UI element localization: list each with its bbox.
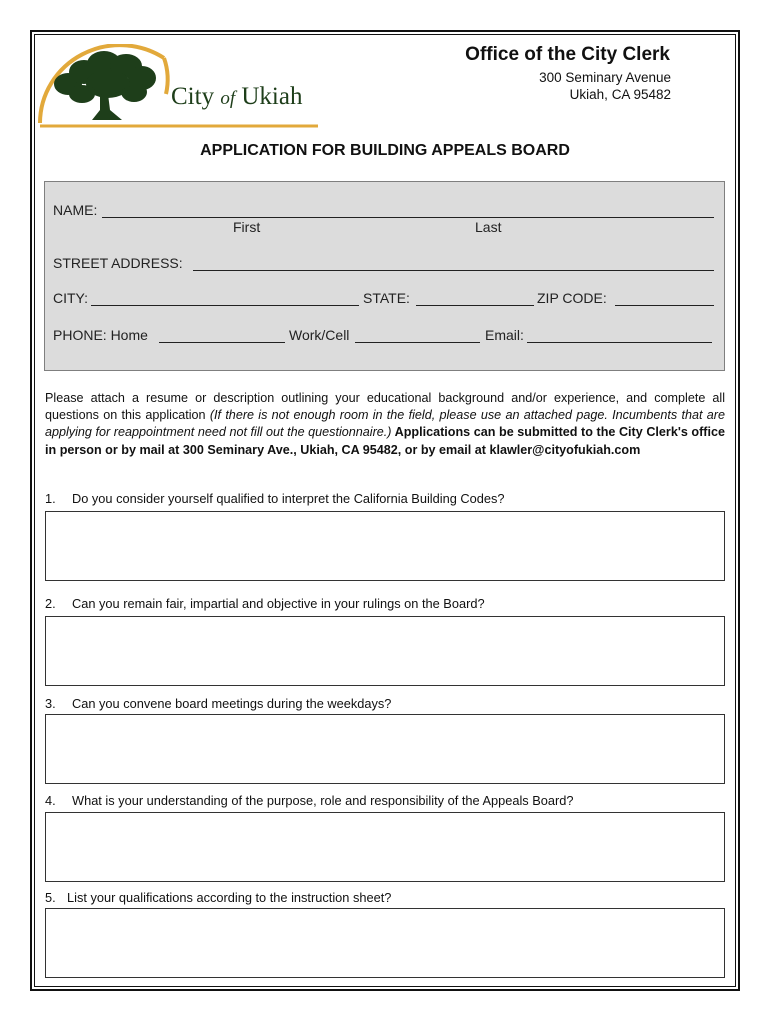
street-address-field[interactable]: [193, 270, 714, 271]
answer-box-2[interactable]: [45, 616, 725, 686]
instructions-paragraph: [45, 390, 725, 459]
form-title: APPLICATION FOR BUILDING APPEALS BOARD: [200, 142, 570, 159]
email-field[interactable]: [527, 342, 712, 343]
question-text: List your qualifications according to the instruction sheet?: [67, 890, 392, 905]
city-field[interactable]: [91, 305, 359, 306]
phone-home-field[interactable]: [159, 342, 285, 343]
answer-box-1[interactable]: [45, 511, 725, 581]
question-text: Can you convene board meetings during the weekdays?: [72, 696, 392, 711]
answer-box-4[interactable]: [45, 812, 725, 882]
question-text: Can you remain fair, impartial and objective in your rulings on the Board?: [72, 596, 485, 611]
question-5: [45, 890, 391, 905]
street-address-label: STREET ADDRESS:: [53, 255, 183, 271]
applicant-info-box: [44, 181, 725, 371]
answer-box-3[interactable]: [45, 714, 725, 784]
logo-name-word: Ukiah: [241, 83, 303, 110]
phone-home-label: PHONE: Home: [53, 327, 148, 343]
address-line-2: Ukiah, CA 95482: [569, 87, 671, 102]
instructions-submission-info: Applications can be submitted to the City Clerk's office in person or by mail at 300 Seminary Ave., Ukiah, CA 95482, or by email at klawler@cityofukiah.com: [45, 425, 725, 457]
instructions-text: Please attach a resume or description outlining your educational background and/or experience, and complete all questions on this application: [45, 391, 725, 423]
name-field[interactable]: [102, 217, 714, 218]
state-field[interactable]: [416, 305, 534, 306]
question-4: [45, 793, 574, 808]
instructions-italic-note: (If there is not enough room in the field, please use an attached page. Incumbents that are applying for reappointment need not fill out the questionnaire.): [45, 408, 725, 440]
email-label: Email:: [485, 327, 524, 343]
question-1: [45, 491, 505, 506]
zip-code-field[interactable]: [615, 305, 714, 306]
question-text: What is your understanding of the purpose, role and responsibility of the Appeals Board?: [72, 793, 574, 808]
work-cell-label: Work/Cell: [289, 327, 350, 343]
answer-box-5[interactable]: [45, 908, 725, 978]
state-label: STATE:: [363, 290, 410, 306]
question-number: 4.: [45, 793, 56, 808]
address-line-1: 300 Seminary Avenue: [539, 70, 671, 85]
logo-of-word: of: [220, 88, 236, 109]
question-text: Do you consider yourself qualified to interpret the California Building Codes?: [72, 491, 505, 506]
question-number: 2.: [45, 596, 56, 611]
office-address: [539, 69, 671, 103]
city-label: CITY:: [53, 290, 89, 306]
zip-code-label: ZIP CODE:: [537, 290, 607, 306]
first-name-caption: First: [233, 219, 261, 235]
last-name-caption: Last: [475, 219, 502, 235]
question-number: 3.: [45, 696, 56, 711]
question-2: [45, 596, 485, 611]
question-3: [45, 696, 391, 711]
logo-city-word: City: [171, 83, 215, 110]
work-cell-field[interactable]: [355, 342, 480, 343]
name-label: NAME:: [53, 202, 98, 218]
logo-wordmark: [171, 83, 302, 111]
question-number: 1.: [45, 491, 56, 506]
question-number: 5.: [45, 890, 56, 905]
office-title: Office of the City Clerk: [465, 44, 670, 65]
